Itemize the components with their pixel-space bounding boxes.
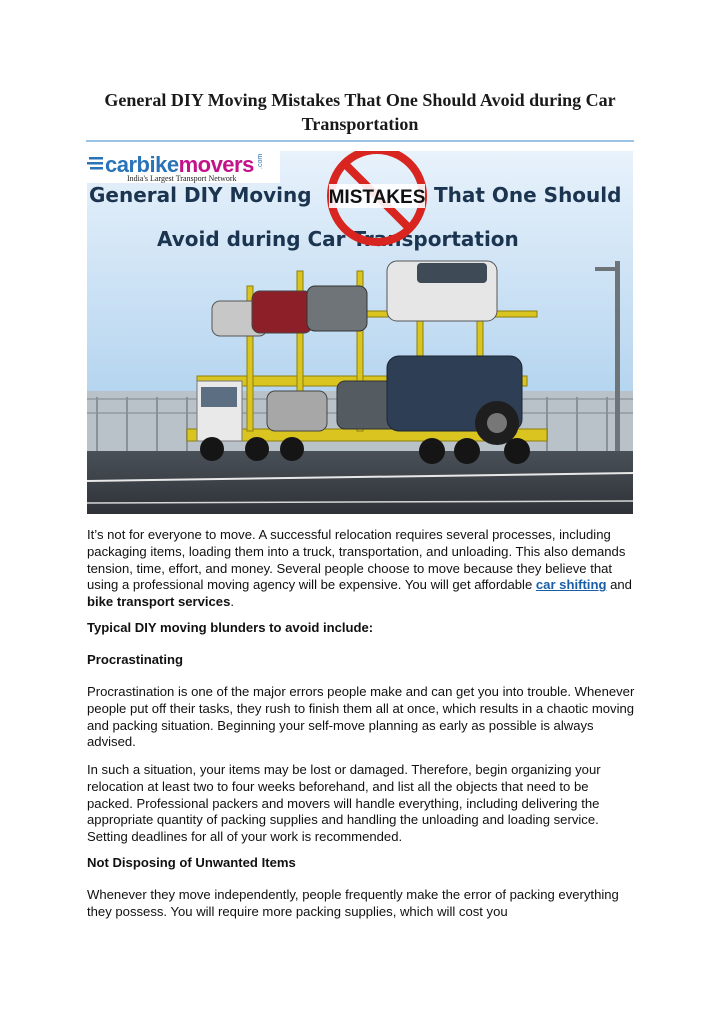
unwanted-items-paragraph: Whenever they move independently, people frequently make the error of packing everything they possess. You will require more packing supplies, which will cost you [87,887,619,919]
car-shifting-link[interactable]: car shifting [535,577,607,593]
procrastinating-paragraph-1: Procrastination is one of the major errors people make and can get you into trouble. Whenever people put off their tasks, they rush to finish them all at once, which results in a chaotic moving and packing situation. Beginning your self-move planning as early as possible is always advised. [87,684,635,750]
logo-domain: .com [257,153,264,169]
intro-end: . [230,594,235,610]
logo-text-car: carbike [105,152,179,177]
logo-tagline: India's Largest Transport Network [127,174,237,183]
section-heading: Typical DIY moving blunders to avoid include: [87,620,374,635]
procrastinating-heading: Procrastinating [87,652,184,667]
unwanted-items-heading: Not Disposing of Unwanted Items [87,855,296,870]
banner-headline-part2: That One Should [434,183,622,207]
bike-transport-services-text: bike transport services [87,594,231,610]
intro-and: and [606,577,632,593]
hero-banner-image [87,151,633,514]
banner-headline-part1: General DIY Moving [89,183,312,207]
banner-headline-line2: Avoid during Car Transportation [157,227,519,251]
intro-paragraph [87,527,637,611]
article-title: General DIY Moving Mistakes That One Should Avoid during Car Transportation [104,90,616,134]
mistakes-word: MISTAKES [328,187,426,208]
logo-text-movers: movers [178,152,254,177]
intro-text: It’s not for everyone to move. A successful relocation requires several processes, including packaging items, loading them into a truck, transportation, and unloading. This also demands tension, time, effort, and money. Several people choose to move because they believe that using a professional moving agency will be expensive. You will get affordable [87,527,626,593]
title-divider [86,140,634,142]
procrastinating-paragraph-2: In such a situation, your items may be lost or damaged. Therefore, begin organizing your relocation at least two to four weeks beforehand, and list all the objects that need to be packed. Professional packers and movers will handle everything, including delivering the appropriate quantity of packing supplies and handling the unloading and loading service. Setting deadlines for all of your work is recommended. [87,762,601,845]
